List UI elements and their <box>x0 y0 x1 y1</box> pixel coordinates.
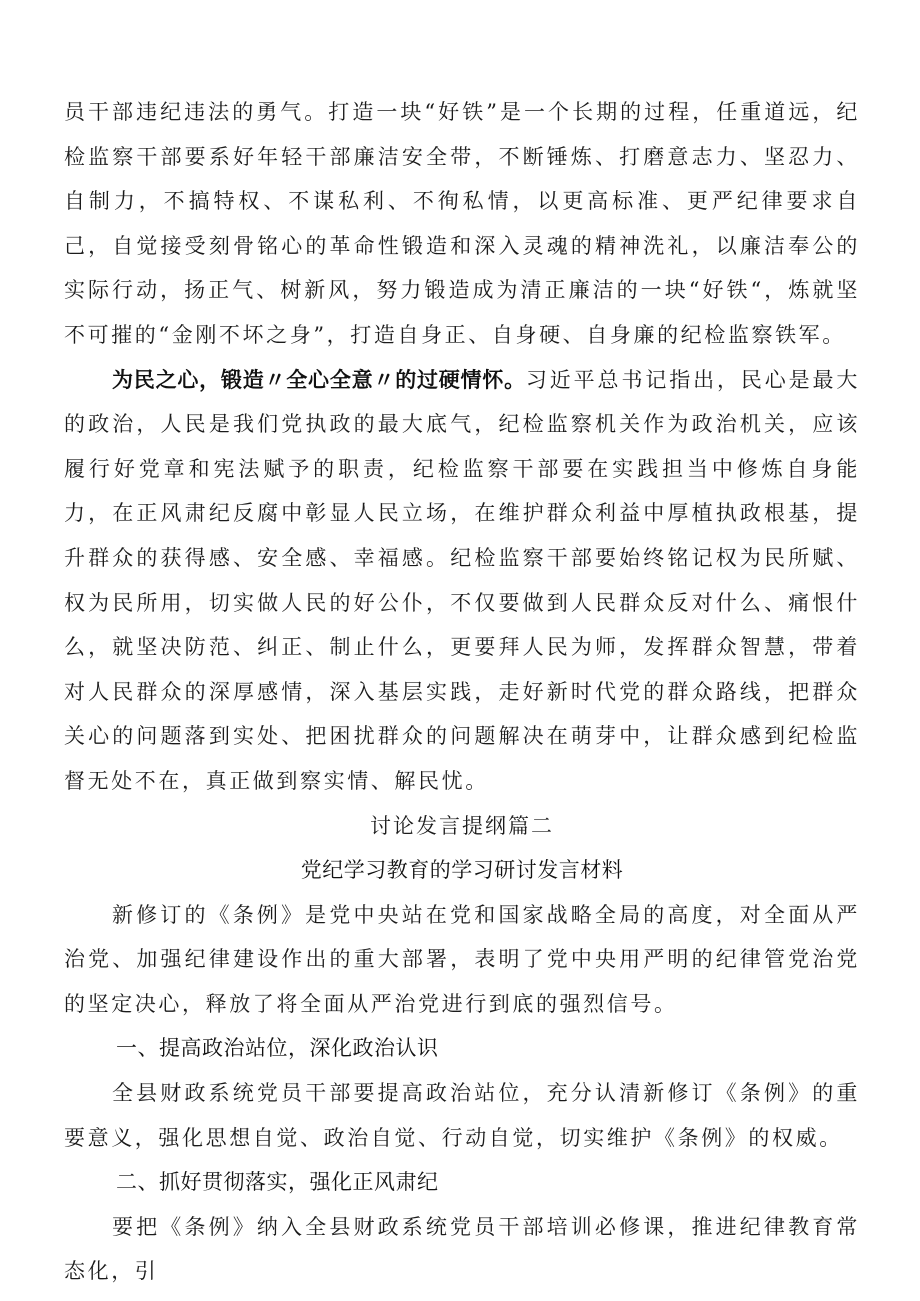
section-subtitle: 讨论发言提纲篇二 <box>370 813 554 838</box>
document-body <box>64 90 860 1294</box>
paragraph-implementation: 要把《条例》纳入全县财政系统党员干部培训必修课，推进纪律教育常态化，引 <box>64 1214 860 1284</box>
heading-one: 一、提高政治站位，深化政治认识 <box>116 1036 439 1061</box>
paragraph-body: 习近平总书记指出，民心是最大的政治，人民是我们党执政的最大底气，纪检监察机关作为政治机关，应该履行好党章和宪法赋予的职责，纪检监察干部要在实践担当中修炼自身能力，在正风肃纪反腐中彰显人民立场，在维护群众利益中厚植执政根基，提升群众的获得感、安全感、幸福感。纪检监察干部要始终铭记权为民所赋、权为民所用，切实做人民的好公仆，不仅要做到人民群众反对什么、痛恨什么，就坚决防范、纠正、制止什么，更要拜人民为师，发挥群众智慧，带着对人民群众的深厚感情，深入基层实践，走好新时代党的群众路线，把群众关心的问题落到实处、把困扰群众的问题解决在萌芽中，让群众感到纪检监督无处不在，真正做到察实情、解民忧。 <box>64 367 860 793</box>
heading-two: 二、抓好贯彻落实，强化正风肃纪 <box>116 1170 439 1195</box>
paragraph-continued: 员干部违纪违法的勇气。打造一块“好铁”是一个长期的过程，任重道远，纪检监察干部要系好年轻干部廉洁安全带，不断锤炼、打磨意志力、坚忍力、自制力，不搞特权、不谋私利、不徇私情，以更高标准、更严纪律要求自己，自觉接受刻骨铭心的革命性锻造和深入灵魂的精神洗礼，以廉洁奉公的实际行动，扬正气、树新风，努力锻造成为清正廉洁的一块“好铁“，炼就坚不可摧的“金刚不坏之身”，打造自身正、自身硬、自身廉的纪检监察铁军。 <box>64 100 860 347</box>
paragraph-lead-heading: 为民之心，锻造〃全心全意〃的过硬情怀。 <box>112 367 526 392</box>
paragraph-intro: 新修订的《条例》是党中央站在党和国家战略全局的高度，对全面从严治党、加强纪律建设作出的重大部署，表明了党中央用严明的纪律管党治党的坚定决心，释放了将全面从严治党进行到底的强烈信号。 <box>64 902 860 1016</box>
paragraph-people-heart <box>64 358 860 804</box>
paragraph-political-stance: 全县财政系统党员干部要提高政治站位，充分认清新修订《条例》的重要意义，强化思想自觉、政治自觉、行动自觉，切实维护《条例》的权威。 <box>64 1081 860 1150</box>
section-title: 党纪学习教育的学习研讨发言材料 <box>300 858 624 883</box>
